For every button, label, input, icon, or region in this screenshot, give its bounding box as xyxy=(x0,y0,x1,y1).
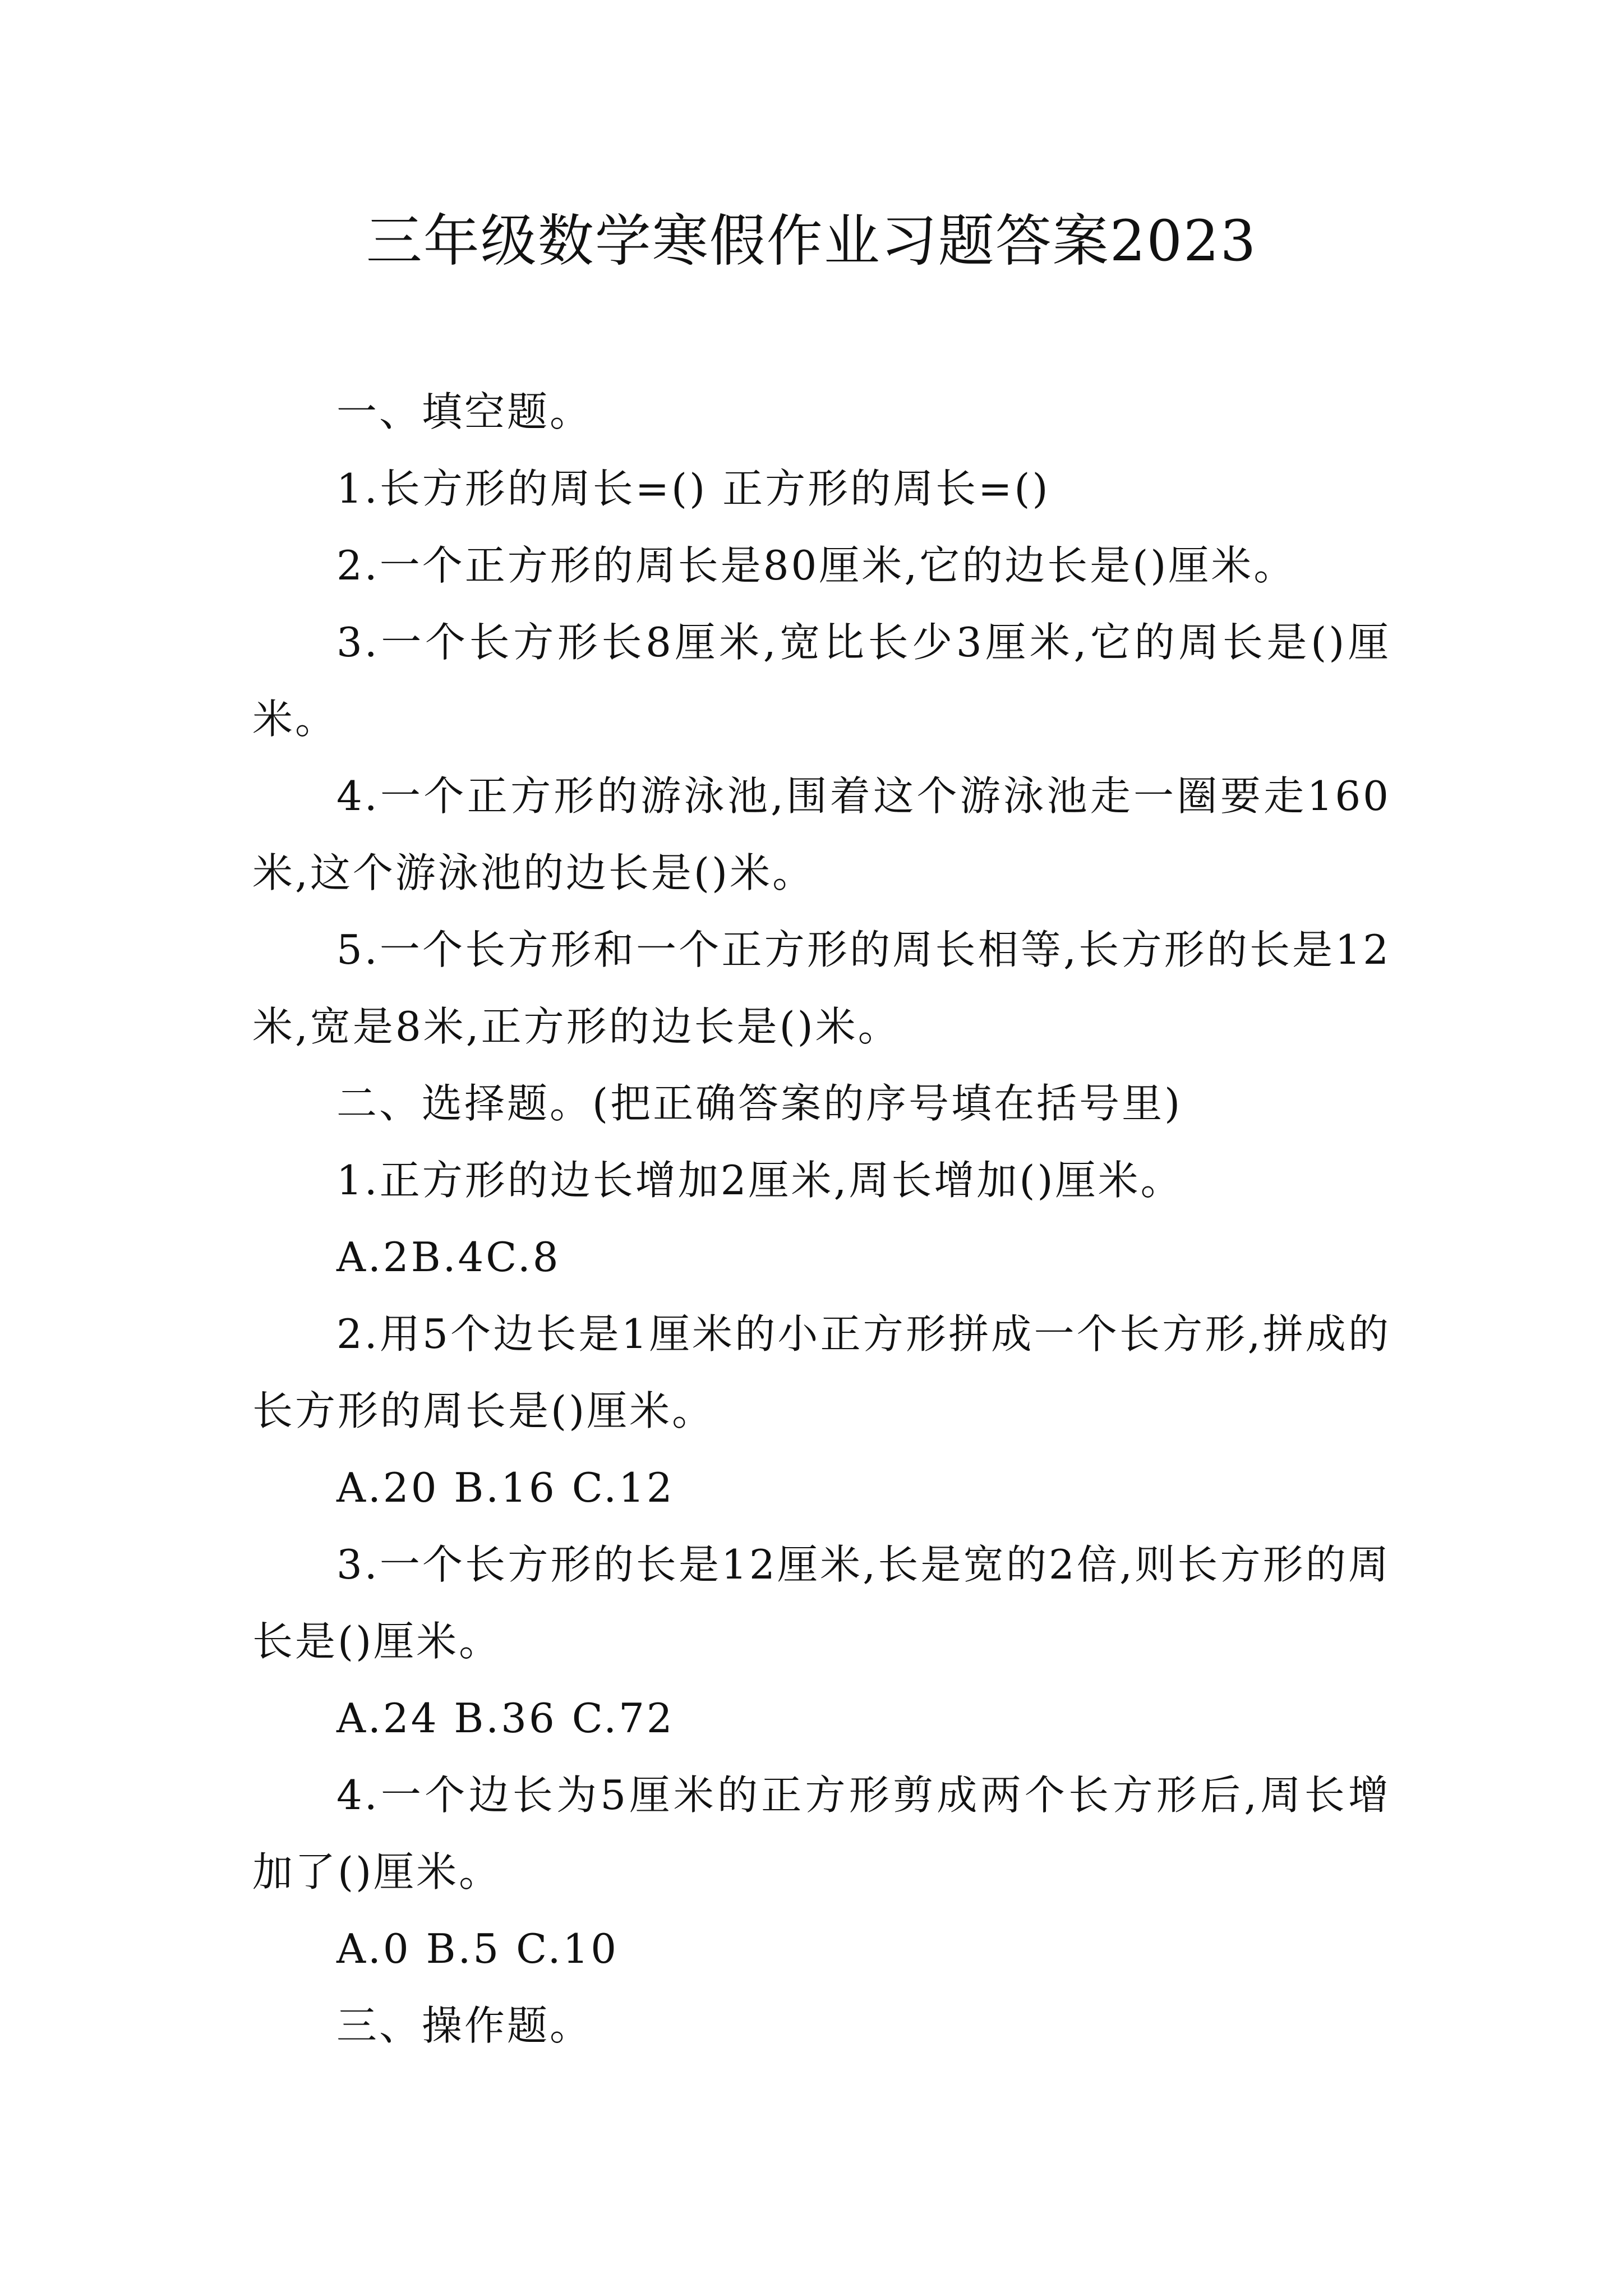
answer-options: A.0 B.5 C.10 xyxy=(336,1925,619,1972)
section-heading-fill-in: 一、填空题。 xyxy=(336,388,593,435)
answer-options: A.20 B.16 C.12 xyxy=(336,1464,675,1511)
section-heading-multiple-choice: 二、选择题。(把正确答案的序号填在括号里) xyxy=(336,1080,1183,1127)
question-paragraph: 2.用5个边长是1厘米的小正方形拼成一个长方形,拼成的长方形的周长是()厘米。 xyxy=(252,1310,1391,1434)
section-heading-operation: 三、操作题。 xyxy=(336,2002,593,2049)
question-paragraph: 3.一个长方形长8厘米,宽比长少3厘米,它的周长是()厘米。 xyxy=(252,619,1391,743)
answer-options: A.24 B.36 C.72 xyxy=(336,1695,675,1742)
question-paragraph: 1.正方形的边长增加2厘米,周长增加()厘米。 xyxy=(336,1157,1183,1204)
answer-options: A.2B.4C.8 xyxy=(336,1234,561,1281)
question-paragraph: 4.一个边长为5厘米的正方形剪成两个长方形后,周长增加了()厘米。 xyxy=(252,1772,1391,1895)
question-paragraph: 5.一个长方形和一个正方形的周长相等,长方形的长是12米,宽是8米,正方形的边长是()米。 xyxy=(252,926,1391,1050)
question-paragraph: 4.一个正方形的游泳池,围着这个游泳池走一圈要走160米,这个游泳池的边长是()米。 xyxy=(252,772,1391,896)
question-paragraph: 3.一个长方形的长是12厘米,长是宽的2倍,则长方形的周长是()厘米。 xyxy=(252,1541,1391,1665)
document-title: 三年级数学寒假作业习题答案2023 xyxy=(366,208,1257,274)
question-paragraph: 2.一个正方形的周长是80厘米,它的边长是()厘米。 xyxy=(336,542,1297,589)
document-body xyxy=(252,374,1391,2064)
question-paragraph: 1.长方形的周长=() 正方形的周长=() xyxy=(336,465,1050,512)
